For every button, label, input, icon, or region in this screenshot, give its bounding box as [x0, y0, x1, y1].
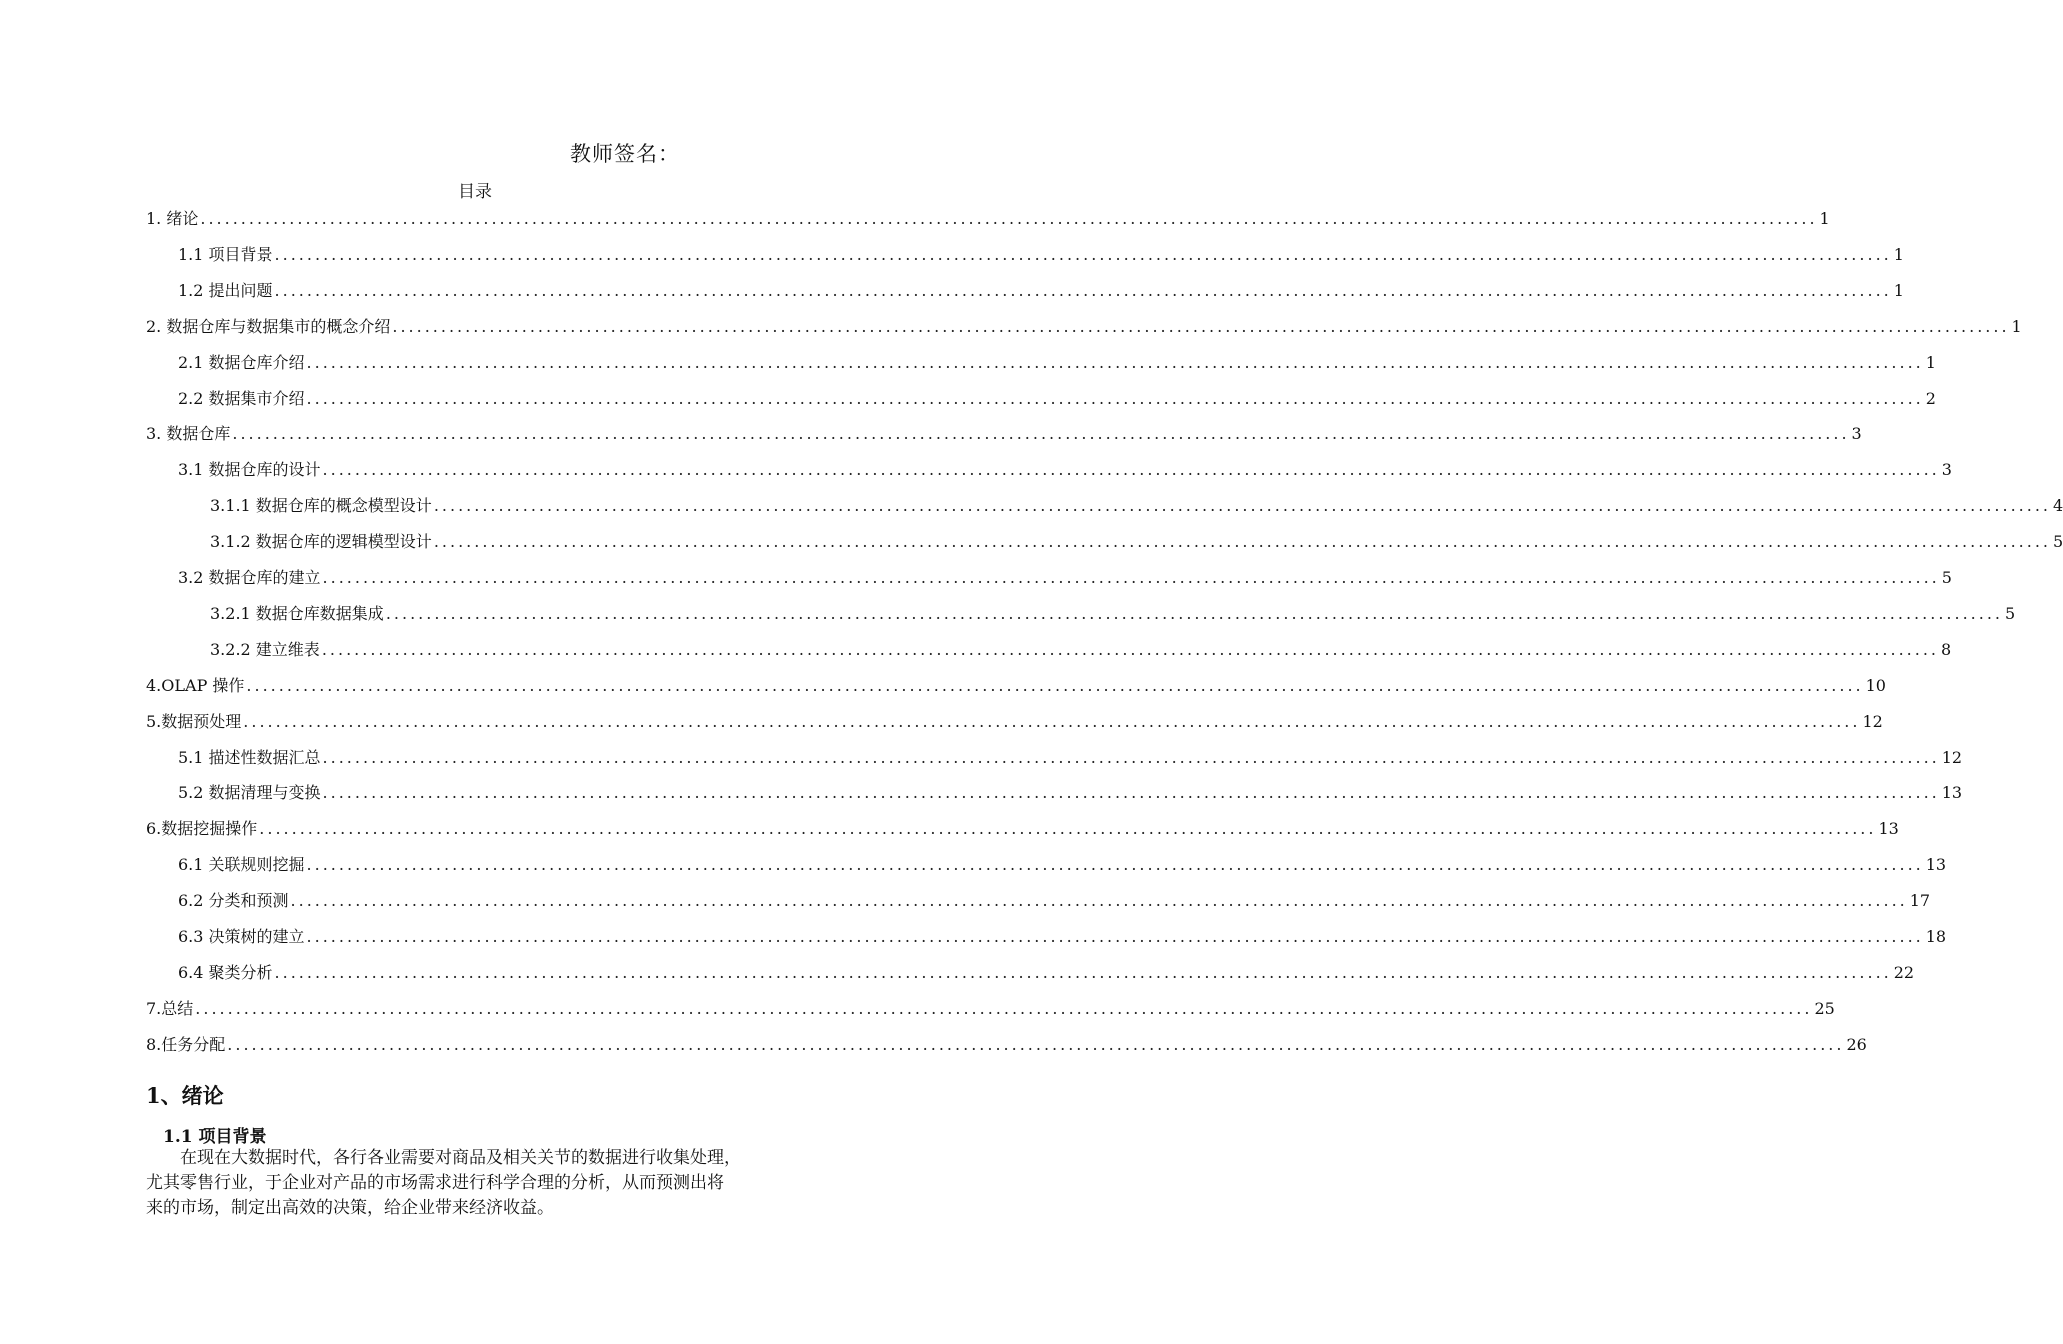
toc-entry-label: 2. 数据仓库与数据集市的概念介绍 — [146, 316, 391, 336]
toc-entry-label: 5.1 描述性数据汇总 — [178, 747, 321, 767]
toc-entry-label: 3.1.2 数据仓库的逻辑模型设计 — [210, 532, 432, 552]
toc-entry-label: 6.2 分类和预测 — [178, 891, 289, 911]
toc-entry-page: 1 — [1819, 209, 1830, 228]
toc-entry[interactable] — [146, 815, 1899, 843]
toc-leader-dots: ........................................................................................................................................................................................................ — [195, 998, 1813, 1018]
toc-entry[interactable] — [178, 456, 1952, 484]
toc-entry-label: 7.总结 — [146, 998, 194, 1018]
toc-entry[interactable] — [146, 1031, 1867, 1059]
teacher-signature-label: 教师签名： — [570, 142, 680, 166]
toc-entry-page: 4 — [2053, 496, 2063, 516]
toc-entry-label: 3.2.1 数据仓库数据集成 — [210, 603, 384, 623]
toc-entry-page: 13 — [1878, 819, 1899, 839]
toc-entry[interactable] — [210, 636, 1952, 664]
toc-entry-page: 3 — [1941, 460, 1952, 480]
toc-entry-label: 2.1 数据仓库介绍 — [178, 352, 305, 372]
toc-entry-page: 5 — [1941, 568, 1952, 587]
toc-entry-page: 17 — [1909, 891, 1931, 911]
toc-leader-dots: ........................................................................................................................................................................................................ — [322, 460, 1940, 480]
toc-leader-dots: ........................................................................................................................................................................................................ — [433, 532, 2051, 552]
toc-entry-label: 5.2 数据清理与变换 — [178, 783, 321, 803]
toc-entry[interactable] — [146, 420, 1862, 448]
toc-entry-page: 5 — [2053, 532, 2063, 552]
toc-leader-dots: ........................................................................................................................................................................................................ — [232, 424, 1850, 444]
toc-leader-dots: ........................................................................................................................................................................................................ — [322, 568, 1940, 587]
toc-entry[interactable] — [146, 995, 1835, 1023]
toc-entry-page: 26 — [1846, 1034, 1867, 1054]
toc-entry-page: 22 — [1893, 962, 1915, 982]
toc-entry-label: 2.2 数据集市介绍 — [178, 388, 305, 408]
toc-entry[interactable] — [146, 205, 1830, 233]
toc-entry-page: 13 — [1941, 783, 1963, 803]
toc-entry-label: 6.4 聚类分析 — [178, 962, 273, 982]
toc-entry-label: 3.2.2 建立维表 — [210, 639, 320, 659]
toc-entry-label: 3.1.1 数据仓库的概念模型设计 — [210, 496, 432, 516]
toc-leader-dots: ........................................................................................................................................................................................................ — [322, 747, 1940, 767]
toc-entry[interactable] — [210, 528, 2063, 556]
toc-entry-label: 1.2 提出问题 — [178, 280, 273, 300]
toc-entry[interactable] — [178, 923, 1947, 951]
toc-entry-label: 1.1 项目背景 — [178, 244, 273, 264]
toc-entry-page: 25 — [1814, 998, 1835, 1018]
toc-leader-dots: ........................................................................................................................................................................................................ — [321, 639, 1939, 659]
toc-entry[interactable] — [178, 887, 1931, 915]
toc-entry-page: 1 — [1893, 280, 1904, 300]
toc-entry-label: 3.1 数据仓库的设计 — [178, 460, 321, 480]
toc-entry-page: 1 — [1893, 244, 1904, 264]
toc-leader-dots: ........................................................................................................................................................................................................ — [243, 711, 1861, 731]
toc-entry-label: 6.数据挖掘操作 — [146, 819, 258, 839]
toc-leader-dots: ........................................................................................................................................................................................................ — [306, 352, 1924, 372]
toc-entry[interactable] — [210, 600, 2016, 628]
toc-title: 目录 — [458, 182, 492, 202]
toc-entry[interactable] — [178, 277, 1904, 305]
toc-entry[interactable] — [178, 385, 1936, 413]
toc-leader-dots: ........................................................................................................................................................................................................ — [306, 388, 1924, 408]
toc-entry-page: 5 — [2005, 603, 2016, 623]
toc-entry[interactable] — [178, 349, 1936, 377]
toc-entry[interactable] — [178, 564, 1952, 592]
toc-leader-dots: ........................................................................................................................................................................................................ — [433, 496, 2051, 516]
toc-leader-dots: ........................................................................................................................................................................................................ — [306, 855, 1924, 875]
section-heading: 1、绪论 — [146, 1083, 224, 1108]
toc-entry-page: 2 — [1925, 388, 1936, 408]
toc-leader-dots: ........................................................................................................................................................................................................ — [274, 280, 1892, 300]
toc-entry[interactable] — [146, 708, 1883, 736]
toc-entry-label: 6.1 关联规则挖掘 — [178, 855, 305, 875]
toc-entry-page: 8 — [1941, 639, 1952, 659]
toc-entry-page: 12 — [1941, 747, 1963, 767]
toc-entry-page: 10 — [1865, 675, 1886, 695]
toc-entry[interactable] — [146, 313, 2022, 341]
toc-entry-label: 3.2 数据仓库的建立 — [178, 568, 321, 587]
toc-entry-page: 3 — [1851, 424, 1862, 444]
toc-entry[interactable] — [178, 959, 1915, 987]
toc-entry-page: 13 — [1925, 855, 1947, 875]
paragraph-line: 来的市场，制定出高效的决策，给企业带来经济收益。 — [146, 1198, 554, 1218]
toc-entry[interactable] — [146, 672, 1886, 700]
paragraph-line: 尤其零售行业，于企业对产品的市场需求进行科学合理的分析，从而预测出将 — [146, 1173, 724, 1193]
toc-leader-dots: ........................................................................................................................................................................................................ — [290, 891, 1908, 911]
toc-entry-page: 1 — [2011, 316, 2022, 336]
toc-entry-page: 1 — [1925, 352, 1936, 372]
paragraph-line: 在现在大数据时代，各行各业需要对商品及相关关节的数据进行收集处理， — [180, 1148, 741, 1168]
toc-leader-dots: ........................................................................................................................................................................................................ — [227, 1034, 1845, 1054]
toc-leader-dots: ........................................................................................................................................................................................................ — [274, 244, 1892, 264]
toc-entry[interactable] — [178, 779, 1963, 807]
toc-leader-dots: ........................................................................................................................................................................................................ — [200, 209, 1818, 228]
toc-entry[interactable] — [178, 851, 1947, 879]
toc-entry-label: 4.OLAP 操作 — [146, 675, 245, 695]
toc-entry-label: 8.任务分配 — [146, 1034, 226, 1054]
toc-entry[interactable] — [178, 744, 1963, 772]
toc-entry-label: 1. 绪论 — [146, 209, 199, 228]
toc-leader-dots: ........................................................................................................................................................................................................ — [306, 927, 1924, 946]
toc-entry-label: 5.数据预处理 — [146, 711, 242, 731]
toc-leader-dots: ........................................................................................................................................................................................................ — [392, 316, 2010, 336]
toc-entry-page: 12 — [1862, 711, 1883, 731]
toc-leader-dots: ........................................................................................................................................................................................................ — [385, 603, 2003, 623]
toc-entry-label: 3. 数据仓库 — [146, 424, 231, 444]
toc-leader-dots: ........................................................................................................................................................................................................ — [259, 819, 1877, 839]
toc-leader-dots: ........................................................................................................................................................................................................ — [322, 783, 1940, 803]
toc-leader-dots: ........................................................................................................................................................................................................ — [274, 962, 1892, 982]
toc-leader-dots: ........................................................................................................................................................................................................ — [246, 675, 1864, 695]
section-paragraph — [146, 1146, 822, 1221]
toc-entry-page: 18 — [1925, 927, 1947, 946]
toc-entry-label: 6.3 决策树的建立 — [178, 927, 305, 946]
toc-entry[interactable] — [210, 492, 2063, 520]
toc-entry[interactable] — [178, 241, 1904, 269]
section-subheading: 1.1 项目背景 — [163, 1127, 267, 1147]
